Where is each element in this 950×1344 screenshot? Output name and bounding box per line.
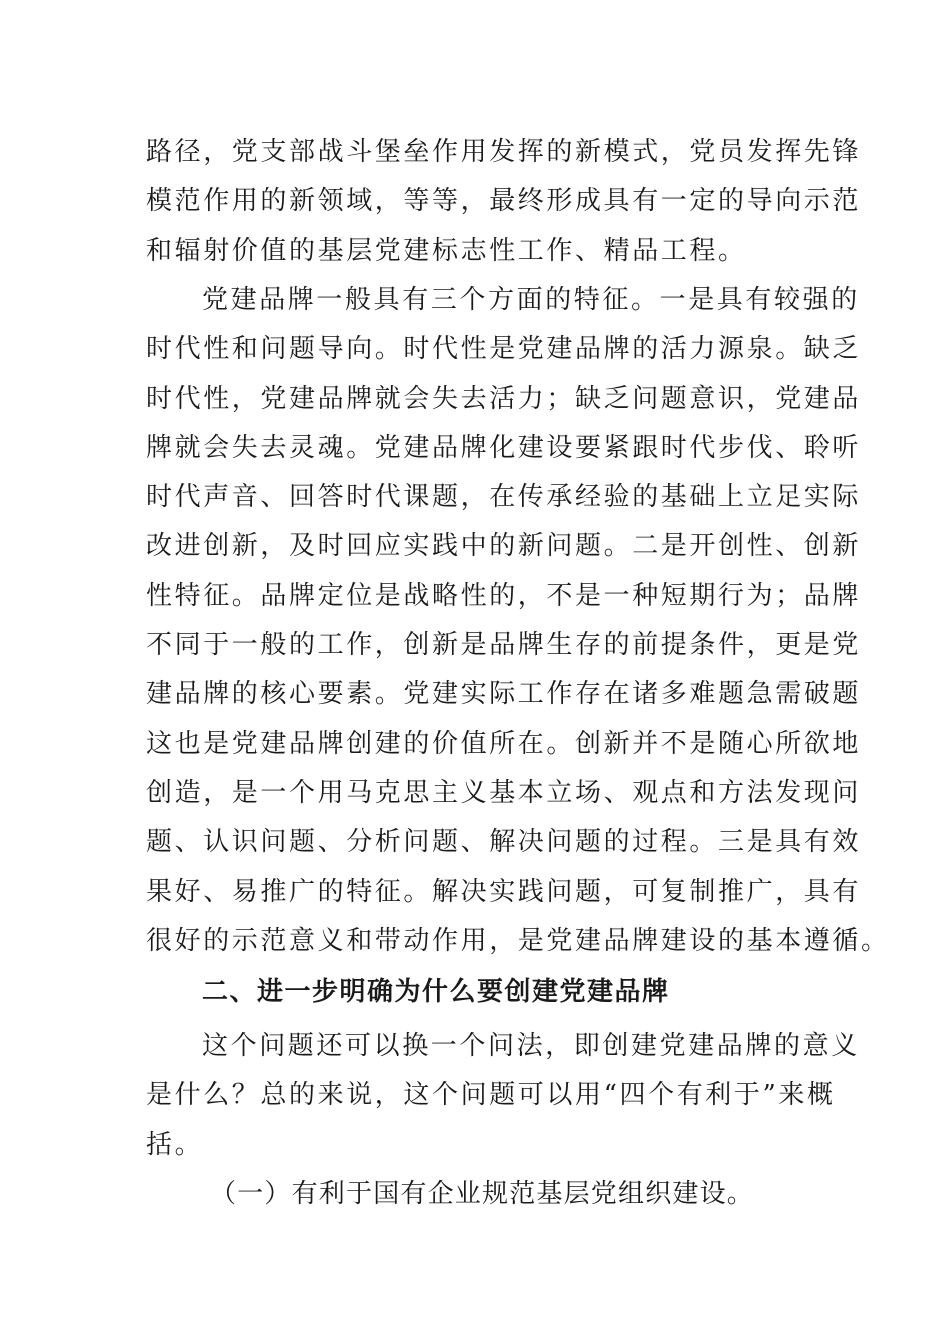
paragraph-2-line-10: 这也是党建品牌创建的价值所在。创新并不是随心所欲地	[146, 728, 862, 759]
paragraph-2-line-11: 创造，是一个用马克思主义基本立场、观点和方法发现问	[146, 777, 862, 808]
paragraph-1-line-1: 路径，党支部战斗堡垒作用发挥的新模式，党员发挥先锋	[146, 137, 862, 167]
paragraph-2-line-3: 时代性，党建品牌就会失去活力；缺乏问题意识，党建品	[146, 383, 862, 414]
paragraph-1-line-3: 和辐射价值的基层党建标志性工作、精品工程。	[146, 235, 747, 266]
paragraph-3-line-2: 是什么？总的来说，这个问题可以用“四个有利于”来概	[146, 1080, 836, 1111]
paragraph-1	[146, 128, 862, 276]
paragraph-2-line-9: 建品牌的核心要素。党建实际工作存在诸多难题急需破题	[146, 679, 862, 710]
subheading-1	[146, 1170, 806, 1219]
paragraph-2-line-2: 时代性和问题导向。时代性是党建品牌的活力源泉。缺乏	[146, 334, 862, 365]
subheading-1-text: （一）有利于国有企业规范基层党组织建设。	[210, 1179, 755, 1209]
paragraph-2-line-1: 党建品牌一般具有三个方面的特征。一是具有较强的	[202, 285, 860, 315]
paragraph-3-line-1: 这个问题还可以换一个问法，即创建党建品牌的意义	[202, 1031, 860, 1061]
paragraph-3	[146, 1022, 860, 1170]
paragraph-2-line-8: 不同于一般的工作，创新是品牌生存的前提条件，更是党	[146, 630, 862, 661]
paragraph-1-line-2: 模范作用的新领域，等等，最终形成具有一定的导向示范	[146, 186, 862, 217]
paragraph-2-line-13: 果好、易推广的特征。解决实践问题，可复制推广，具有	[146, 876, 862, 907]
paragraph-2-line-4: 牌就会失去灵魂。党建品牌化建设要紧跟时代步伐、聆听	[146, 432, 862, 463]
paragraph-2-line-14: 很好的示范意义和带动作用，是党建品牌建设的基本遵循。	[146, 925, 890, 956]
section-heading-2	[146, 968, 806, 1017]
paragraph-3-line-3: 括。	[146, 1129, 204, 1160]
paragraph-2-line-12: 题、认识问题、分析问题、解决问题的过程。三是具有效	[146, 827, 862, 858]
paragraph-2-line-7: 性特征。品牌定位是战略性的，不是一种短期行为；品牌	[146, 580, 862, 611]
paragraph-2	[146, 276, 890, 966]
paragraph-2-line-5: 时代声音、回答时代课题，在传承经验的基础上立足实际	[146, 482, 862, 513]
paragraph-2-line-6: 改进创新，及时回应实践中的新问题。二是开创性、创新	[146, 531, 862, 562]
section-heading-2-text: 二、进一步明确为什么要创建党建品牌	[202, 977, 670, 1007]
